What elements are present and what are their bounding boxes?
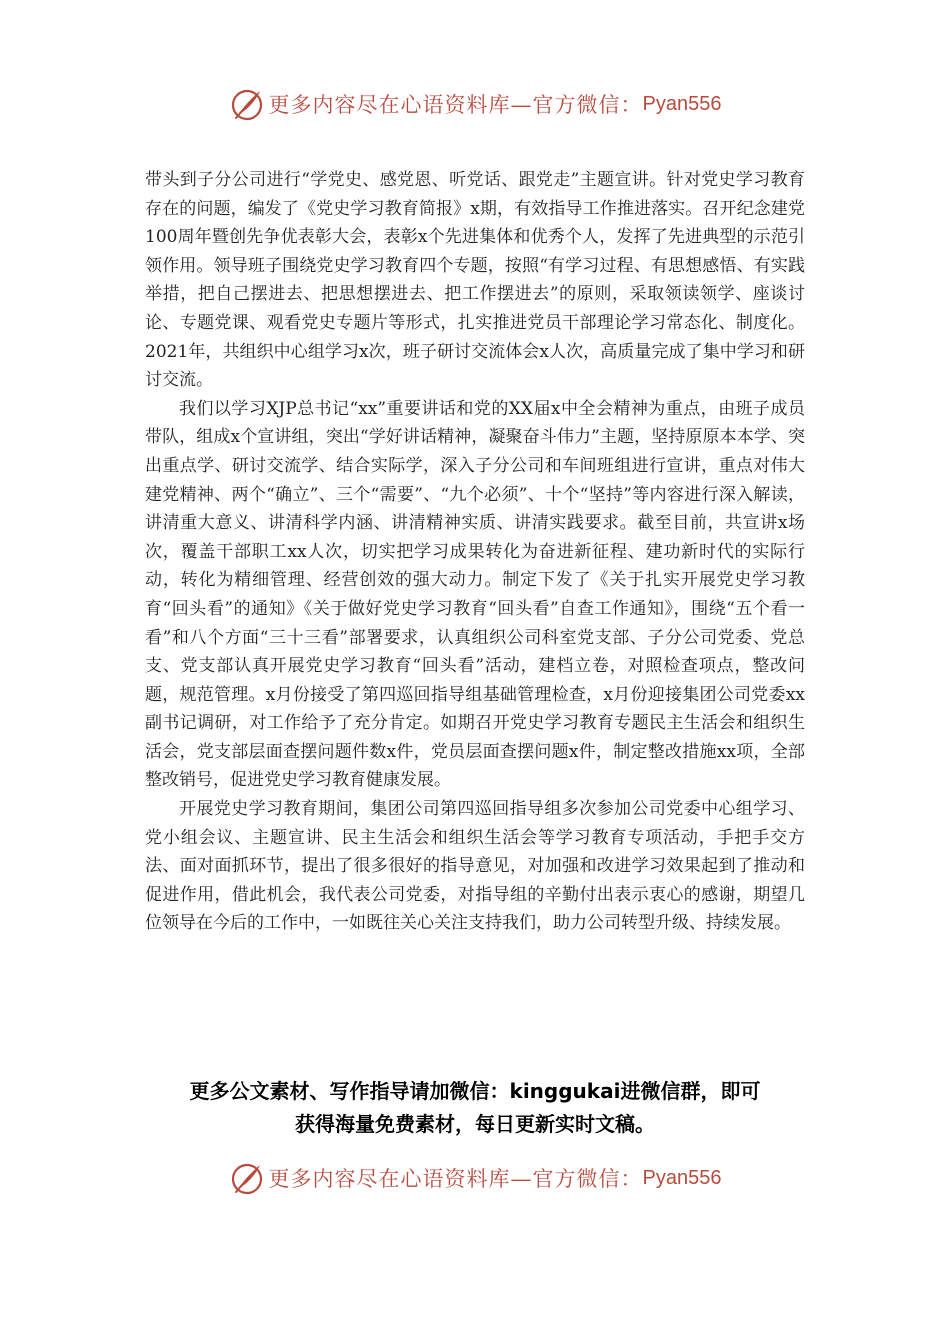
footer-brand [0, 1158, 950, 1198]
promo-line-2: 获得海量免费素材，每日更新实时文稿。 [295, 1112, 655, 1136]
promo-notice [120, 1075, 830, 1141]
paragraph-2: 我们以学习XJP总书记“xx”重要讲话和党的XX届x中全会精神为重点，由班子成员带队，组成x个宣讲组，突出“学好讲话精神，凝聚奋斗伟力”主题，坚持原原本本学、突出重点学、研讨交流学、结合实际学，深入子分公司和车间班组进行宣讲，重点对伟大建党精神、两个“确立”、三个“需要”、“九个必须”、十个“坚持”等内容进行深入解读，讲清重大意义、讲清科学内涵、讲清精神实质、讲清实践要求。截至目前，共宣讲x场次，覆盖干部职工xx人次，切实把学习成果转化为奋进新征程、建功新时代的实际行动，转化为精细管理、经营创效的强大动力。制定下发了《关于扎实开展党史学习教育“回头看”的通知》《关于做好党史学习教育“回头看”自查工作通知》，围绕“五个看一看”和八个方面“三十三看”部署要求，认真组织公司科室党支部、子分公司党委、党总支、党支部认真开展党史学习教育“回头看”活动，建档立卷，对照检查项点，整改问题，规范管理。x月份接受了第四巡回指导组基础管理检查，x月份迎接集团公司党委xx副书记调研，对工作给予了充分肯定。如期召开党史学习教育专题民主生活会和组织生活会，党支部层面查摆问题件数x件，党员层面查摆问题x件，制定整改措施xx项，全部整改销号，促进党史学习教育健康发展。 [145, 398, 805, 791]
paragraph-1: 带头到子分公司进行“学党史、感党恩、听党话、跟党走”主题宣讲。针对党史学习教育存在的问题，编发了《党史学习教育简报》x期，有效指导工作推进落实。召开纪念建党100周年暨创先争优表彰大会，表彰x个先进集体和优秀个人，发挥了先进典型的示范引领作用。领导班子围绕党史学习教育四个专题，按照“有学习过程、有思想感悟、有实践举措，把自己摆进去、把思想摆进去、把工作摆进去”的原则，采取领读领学、座谈讨论、专题党课、观看党史专题片等形式，扎实推进党员干部理论学习常态化、制度化。2021年，共组织中心组学习x次，班子研讨交流体会x人次，高质量完成了集中学习和研讨交流。 [145, 170, 805, 391]
header-wechat-id: Pyan556 [642, 92, 722, 115]
header-brand-text: 更多内容尽在心语资料库—官方微信： [268, 93, 643, 117]
promo-line-1: 更多公文素材、写作指导请加微信：kinggukai进微信群，即可 [189, 1079, 761, 1103]
header-brand [0, 84, 950, 124]
footer-brand-text: 更多内容尽在心语资料库—官方微信： [268, 1167, 643, 1191]
footer-wechat-id: Pyan556 [642, 1166, 722, 1189]
paragraph-3: 开展党史学习教育期间，集团公司第四巡回指导组多次参加公司党委中心组学习、党小组会议、主题宣讲、民主生活会和组织生活会等学习教育专项活动，手把手交方法、面对面抓环节，提出了很多很好的指导意见，对加强和改进学习效果起到了推动和促进作用，借此机会，我代表公司党委，对指导组的辛勤付出表示衷心的感谢，期望几位领导在今后的工作中，一如既往关心关注支持我们，助力公司转型升级、持续发展。 [145, 799, 805, 934]
document-body [145, 166, 805, 938]
quill-pen-icon [229, 1160, 265, 1196]
quill-pen-icon [229, 86, 265, 122]
